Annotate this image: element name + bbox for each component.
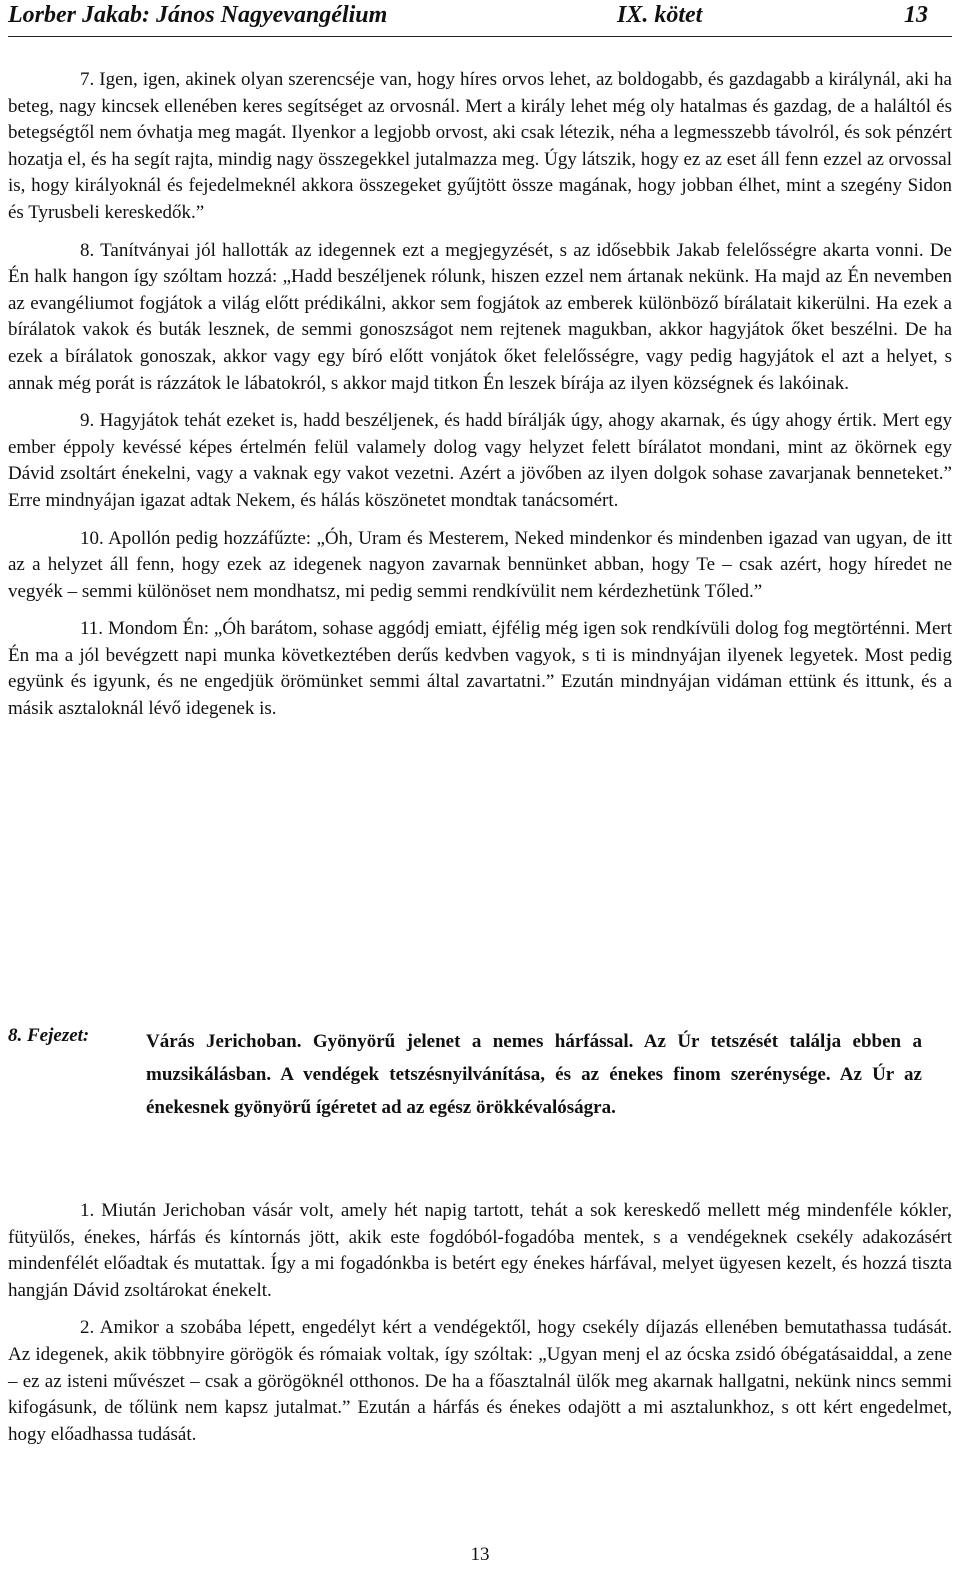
book-title: Lorber Jakab: János Nagyevangélium xyxy=(8,2,388,28)
page-header xyxy=(8,0,952,36)
chapter-title: Várás Jerichoban. Gyönyörű jelenet a nemes hárfással. Az Úr tetszését találja ebben a muzsikálásban. A vendégek tetszésnyilvánítása, és az énekes finom szerénysége. Az Úr az énekesnek gyönyörű ígéretet ad az egész örökkévalóságra. xyxy=(146,1031,922,1118)
paragraph-11: 11. Mondom Én: „Óh barátom, sohase aggódj emiatt, éjfélig még igen sok rendkívüli dolog fog megtörténni. Mert Én ma a jól bevégzett napi munka következtében derűs kedvben vagyok, s ti is mindnyájan ilyenek legyetek. Most pedig együnk és igyunk, és ne engedjük örömünket semmi által zavartatni.” Ezután mindnyájan vidáman ettünk és ittunk, és a másik asztaloknál lévő idegenek is. xyxy=(8,618,952,720)
chapter-label: 8. Fejezet: xyxy=(8,1025,90,1046)
paragraph-9: 9. Hagyjátok tehát ezeket is, hadd beszéljenek, és hadd bírálják úgy, ahogy akarnak, és úgy ahogy értik. Mert egy ember éppoly kevéssé képes értelmén felül valamely dolog vagy helyzet felett bírálatot mondani, mint az ökörnek egy Dávid zsoltárt énekelni, vagy a vaknak egy vakot vezetni. Azért a jövőben az ilyen dolgok sohase zavarjanak benneteket.” Erre mindnyájan igazat adtak Nekem, és hálás köszönetet mondtak tanácsomért. xyxy=(8,410,952,511)
footer-page-number: 13 xyxy=(470,1544,490,1565)
main-text xyxy=(8,67,952,734)
paragraph-8: 8. Tanítványai jól hallották az idegennek ezt a megjegyzését, s az idősebbik Jakab felelősségre akarta vonni. De Én halk hangon így szóltam hozzá: „Hadd beszéljenek rólunk, hiszen ezzel nem ártanak nekünk. Ha majd az Én nevemben az evangéliumot fogjátok a világ előtt prédikálni, akkor sem fogjátok az emberek különböző bírálatait kikerülni. Ha ezek a bírálatok vakok és buták lesznek, de semmi gonoszságot nem rejtenek magukban, akkor hagyjátok őket beszélni. De ha ezek a bírálatok gonoszak, akkor vagy egy bíró előtt vonjátok őket felelősségre, vagy pedig hagyjátok el azt a helyet, s annak még porát is rázzátok le lábatokról, s akkor majd titkon Én leszek bírája az ilyen községnek és lakóinak. xyxy=(8,239,952,394)
chapter-paragraph-2: 2. Amikor a szobába lépett, engedélyt kért a vendégektől, hogy csekély díjazás ellenében bemutathassa tudását. Az idegenek, akik többnyire görögök és rómaiak voltak, így szóltak: „Ugyan menj el az ócska zsidó óbégatásaiddal, a zene – ez az isteni művészet – csak a görögöknél otthonos. De ha a főasztalnál ülők meg akarnak hallgatni, nekünk nincs semmi kifogásunk, de tőlünk nem kapsz jutalmat.” Ezután a hárfás és énekes odajött a mi asztalunkhoz, s ott kért engedelmet, hogy előadhassa tudását. xyxy=(8,1317,952,1445)
paragraph-7: 7. Igen, igen, akinek olyan szerencséje van, hogy híres orvos lehet, az boldogabb, és gazdagabb a királynál, aki ha beteg, nagy kincsek ellenében keres segítséget az orvosnál. Mert a király lehet még oly hatalmas és gazdag, de a haláltól és betegségtől nem óvhatja meg magát. Ilyenkor a legjobb orvost, aki csak létezik, néha a legmesszebb távolról, és sok pénzért hozatja el, és ha segít rajta, mindig nagy összegekkel jutalmazza meg. Úgy látszik, hogy ez az eset áll fenn ezzel az orvossal is, hogy királyoknál és fejedelmeknél akkora összegeket gyűjtött össze magának, hogy jobban élhet, mint a szegény Sidon és Tyrusbeli kereskedők.” xyxy=(8,69,952,223)
chapter-paragraph-1: 1. Miután Jerichoban vásár volt, amely hét napig tartott, tehát a sok kereskedő mellett még mindenféle kókler, fütyülős, énekes, hárfás és kíntornás jött, akik este fogdóból-fogadóba mentek, s a vendégeknek csekély adakozásért mindenfélét előadtak és mutattak. Így a mi fogadónkba is betért egy énekes hárfával, melyet ügyesen kezelt, és hozzá tiszta hangján Dávid zsoltárokat énekelt. xyxy=(8,1200,952,1301)
chapter-text xyxy=(8,1198,952,1459)
header-page-number: 13 xyxy=(904,2,928,28)
header-divider xyxy=(8,36,952,37)
volume-label: IX. kötet xyxy=(617,2,703,28)
paragraph-10: 10. Apollón pedig hozzáfűzte: „Óh, Uram és Mesterem, Neked mindenkor és mindenben igazad van ugyan, de itt az a helyzet áll fenn, hogy ezek az idegenek nagyon zavarnak bennünket abban, hogy Te – csak azért, hogy híredet ne vegyék – semmi különöset nem mondhatsz, mi pedig semmi rendkívülit nem kérdezhetünk Tőled.” xyxy=(8,527,952,602)
